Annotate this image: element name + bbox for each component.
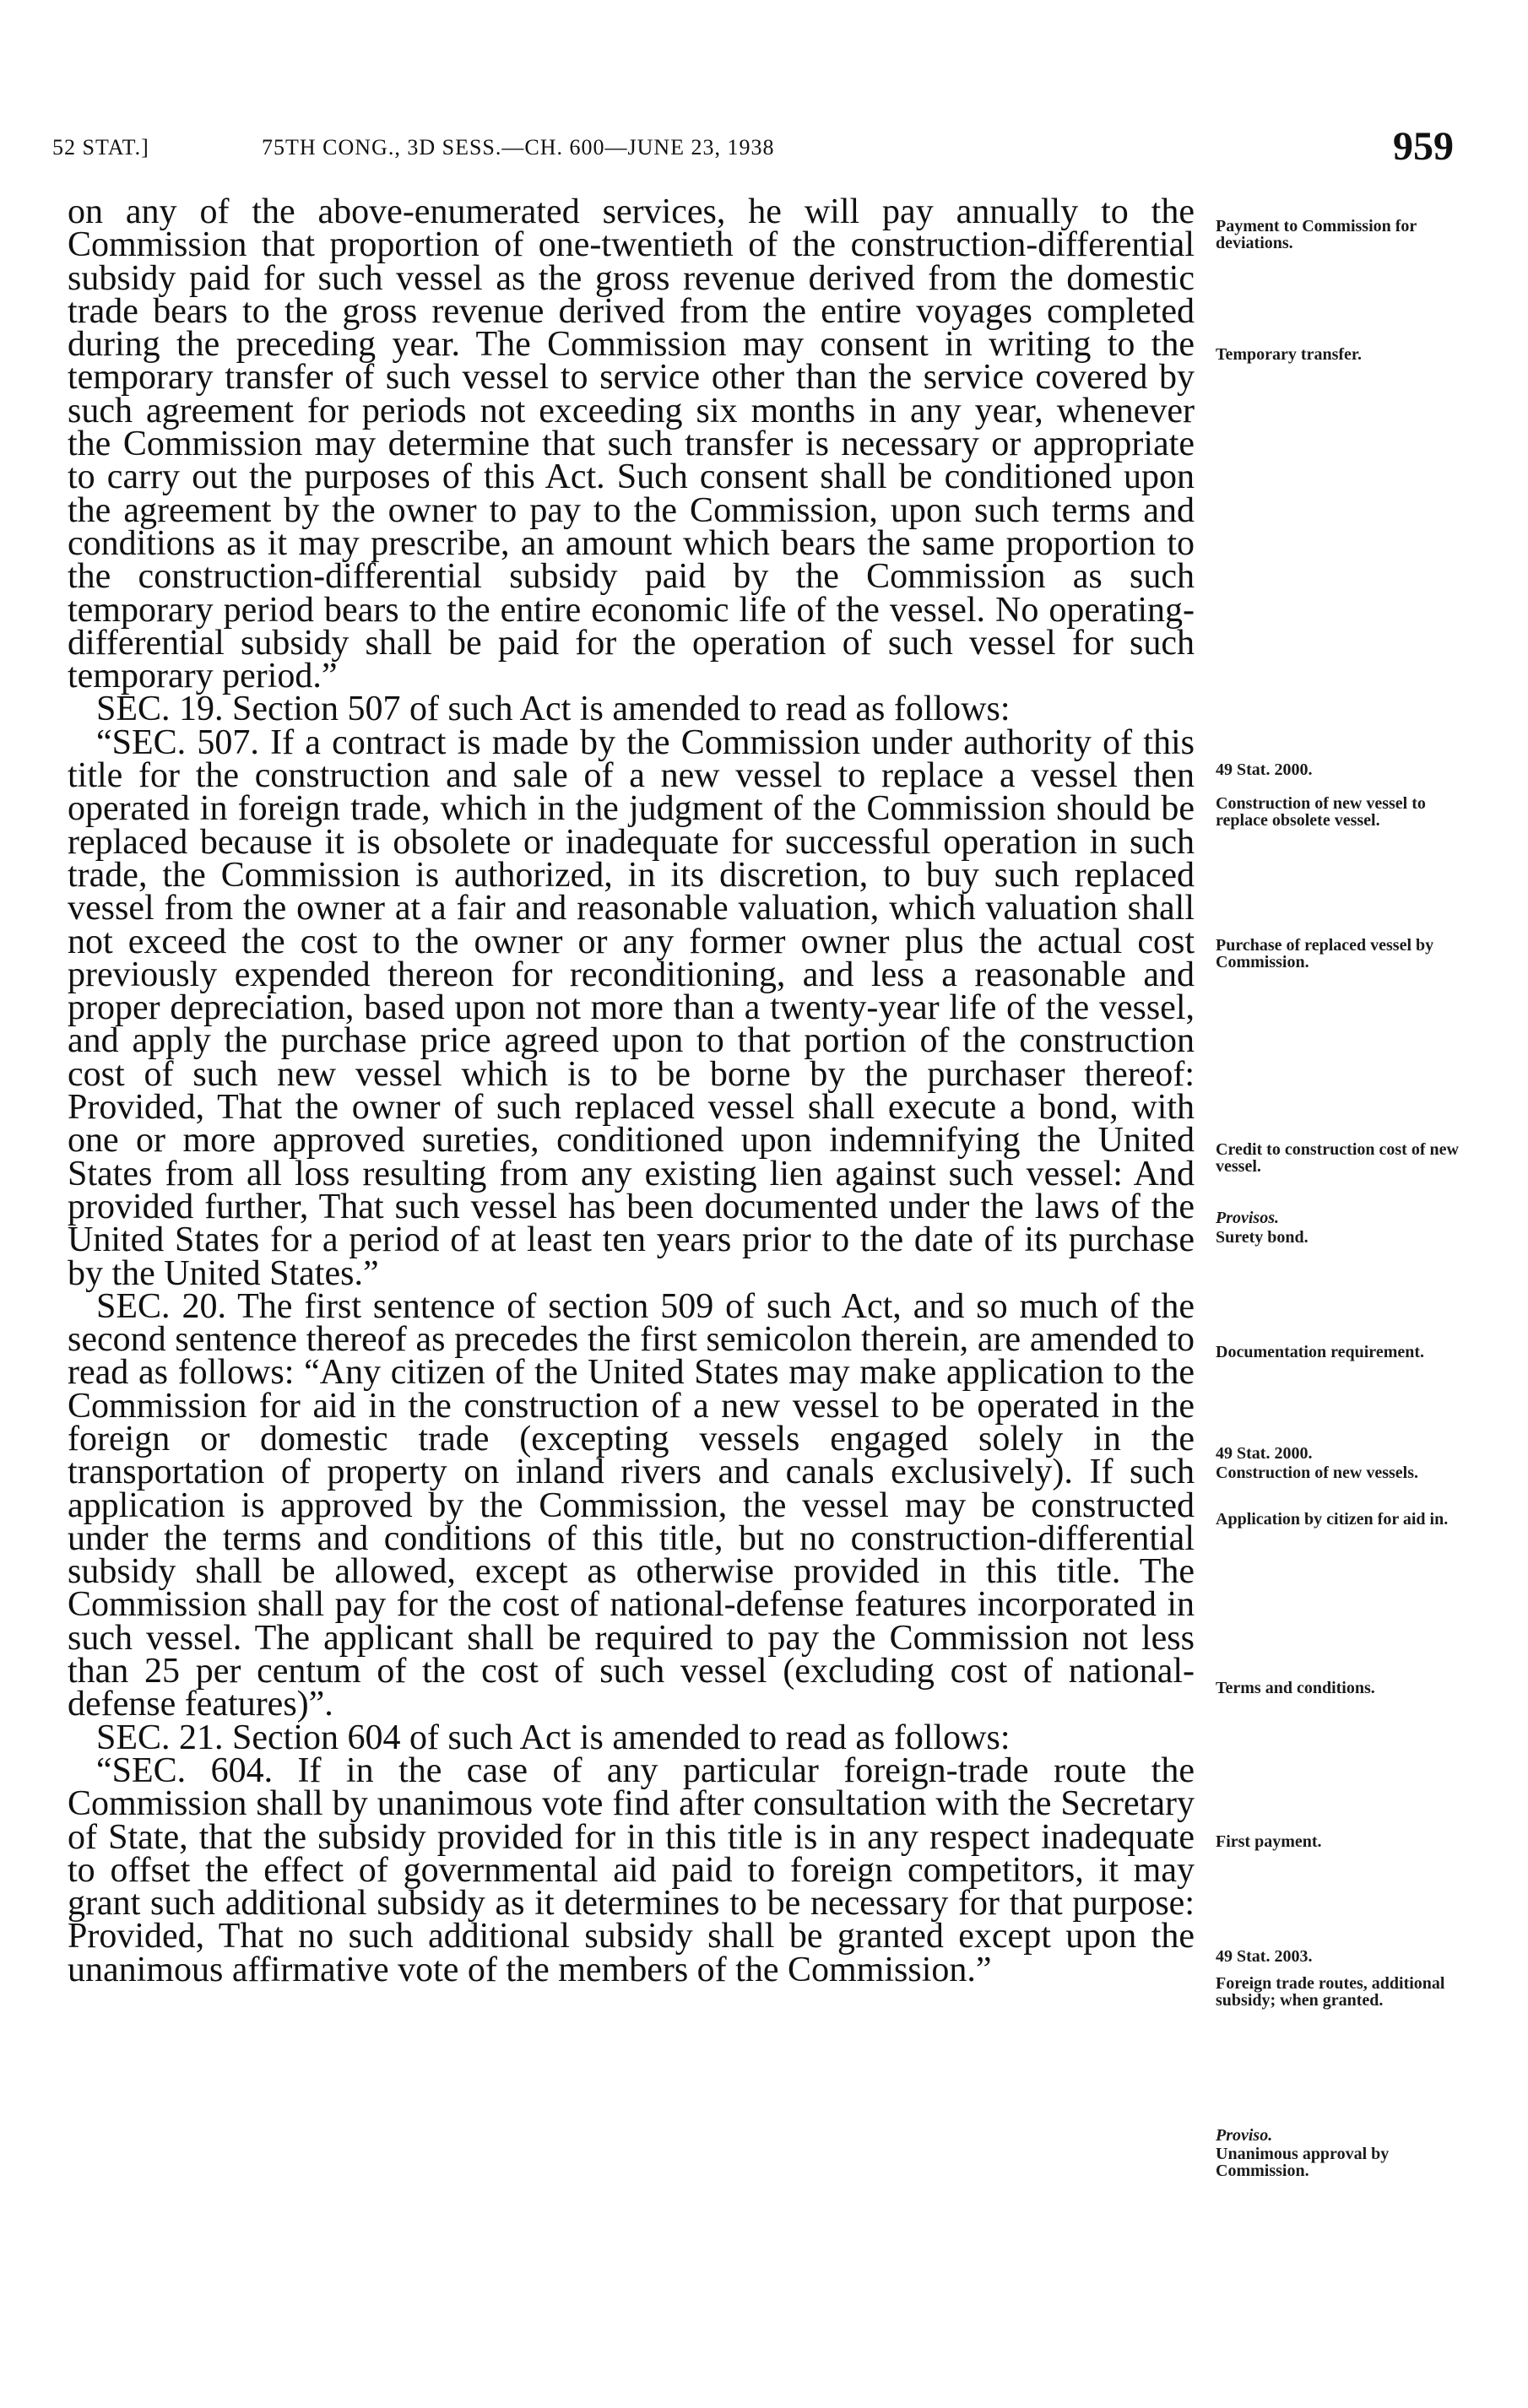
note-stat-ref: 49 Stat. 2000. <box>1216 760 1313 779</box>
paragraph-sec-19: SEC. 19. Section 507 of such Act is amended to read as follows: <box>96 690 1011 729</box>
note-documentation: Documentation requirement. <box>1216 1343 1425 1361</box>
note-temporary-transfer: Temporary transfer. <box>1216 345 1362 364</box>
note-proviso: Proviso. <box>1216 2126 1273 2145</box>
paragraph-sec-507: “SEC. 507. If a contract is made by the Commission under authority of this title for the construction and sale of a new vessel to replace a vessel then operated in foreign trade, which in the judgment of the Commission should be replaced because it is obsolete or inadequate for successful operation in such trade, the Commission is authorized, in its discretion, to buy such replaced vessel from the owner at a fair and reasonable valuation, which valuation shall not exceed the cost to the owner or any former owner plus the actual cost previously expended thereon for reconditioning, and less a reasonable and proper depreciation, based upon not more than a twenty-year life of the vessel, and apply the purchase price agreed upon to that portion of the construction cost of such new vessel which is to be borne by the purchaser thereof: Provided, That the owner of such replaced vessel shall execute a bond, with one or more approved sureties, conditioned upon indemnifying the United States from all loss resulting from any existing lien against such vessel: And provided further, That such vessel has been documented under the laws of the United States for a period of at least ten years prior to the date of its purchase by the United States.” <box>68 722 1195 1293</box>
page-number: 959 <box>1393 124 1454 169</box>
note-stat-ref-3: 49 Stat. 2003. <box>1216 1947 1313 1966</box>
note-terms-conditions: Terms and conditions. <box>1216 1679 1375 1697</box>
running-head: 75TH CONG., 3D SESS.—CH. 600—JUNE 23, 1938 <box>262 135 775 160</box>
note-unanimous-approval: Unanimous approval by Commission. <box>1216 2145 1390 2180</box>
note-first-payment: First payment. <box>1216 1832 1322 1851</box>
note-surety-bond: Surety bond. <box>1216 1228 1309 1247</box>
note-construction-new: Construction of new vessels. <box>1216 1464 1418 1482</box>
note-stat-ref-2: 49 Stat. 2000. <box>1216 1444 1313 1463</box>
note-foreign-trade: Foreign trade routes, additional subsidy; when granted. <box>1216 1974 1445 2010</box>
note-provisos: Provisos. <box>1216 1209 1279 1227</box>
note-purchase-replaced: Purchase of replaced vessel by Commission. <box>1216 936 1434 971</box>
paragraph-sec-20: SEC. 20. The first sentence of section 509 of such Act, and so much of the second sentence thereof as precedes the first semicolon therein, are amended to read as follows: “Any citizen of the United States may make application to the Commission for aid in the construction of a new vessel to be operated in the foreign or domestic trade (excepting vessels engaged solely in the transportation of property on inland rivers and canals exclusively). If such application is approved by the Commission, the vessel may be constructed under the terms and conditions of this title, but no construction-differential subsidy shall be allowed, except as otherwise provided in this title. The Commission shall pay for the cost of national-defense features incorporated in such vessel. The applicant shall be required to pay the Commission not less than 25 per centum of the cost of such vessel (excluding cost of national-defense features)”. <box>68 1286 1195 1724</box>
statute-volume: 52 STAT.] <box>52 135 149 160</box>
paragraph-sec-604: “SEC. 604. If in the case of any particular foreign-trade route the Commission shall by unanimous vote find after consultation with the Secretary of State, that the subsidy provided for in this title is in any respect inadequate to offset the effect of governmental aid paid to foreign competitors, it may grant such additional subsidy as it determines to be necessary for that purpose: Provided, That no such additional subsidy shall be granted except upon the unanimous affirmative vote of the members of the Commission.” <box>68 1751 1195 1989</box>
paragraph-continuation: on any of the above-enumerated services, he will pay annually to the Commission that proportion of one-twentieth of the construction-differential subsidy paid for such vessel as the gross revenue derived from the domestic trade bears to the gross revenue derived from the entire voyages completed during the preceding year. The Commission may consent in writing to the temporary transfer of such vessel to service other than the service covered by such agreement for periods not exceeding six months in any year, whenever the Commission may determine that such transfer is necessary or appropriate to carry out the purposes of this Act. Such consent shall be conditioned upon the agreement by the owner to pay to the Commission, upon such terms and conditions as it may prescribe, an amount which bears the same proportion to the construction-differential subsidy paid by the Commission as such temporary period bears to the entire economic life of the vessel. No operating-differential subsidy shall be paid for the operation of such vessel for such temporary period.” <box>68 192 1195 696</box>
note-application-citizen: Application by citizen for aid in. <box>1216 1510 1449 1529</box>
note-construction-replace: Construction of new vessel to replace obsolete vessel. <box>1216 794 1426 830</box>
page-header <box>0 0 1528 169</box>
statute-body <box>68 192 1195 1989</box>
note-payment-deviations: Payment to Commission for deviations. <box>1216 217 1417 252</box>
note-credit-construction: Credit to construction cost of new vessel. <box>1216 1140 1459 1176</box>
paragraph-sec-21: SEC. 21. Section 604 of such Act is amended to read as follows: <box>96 1718 1011 1757</box>
